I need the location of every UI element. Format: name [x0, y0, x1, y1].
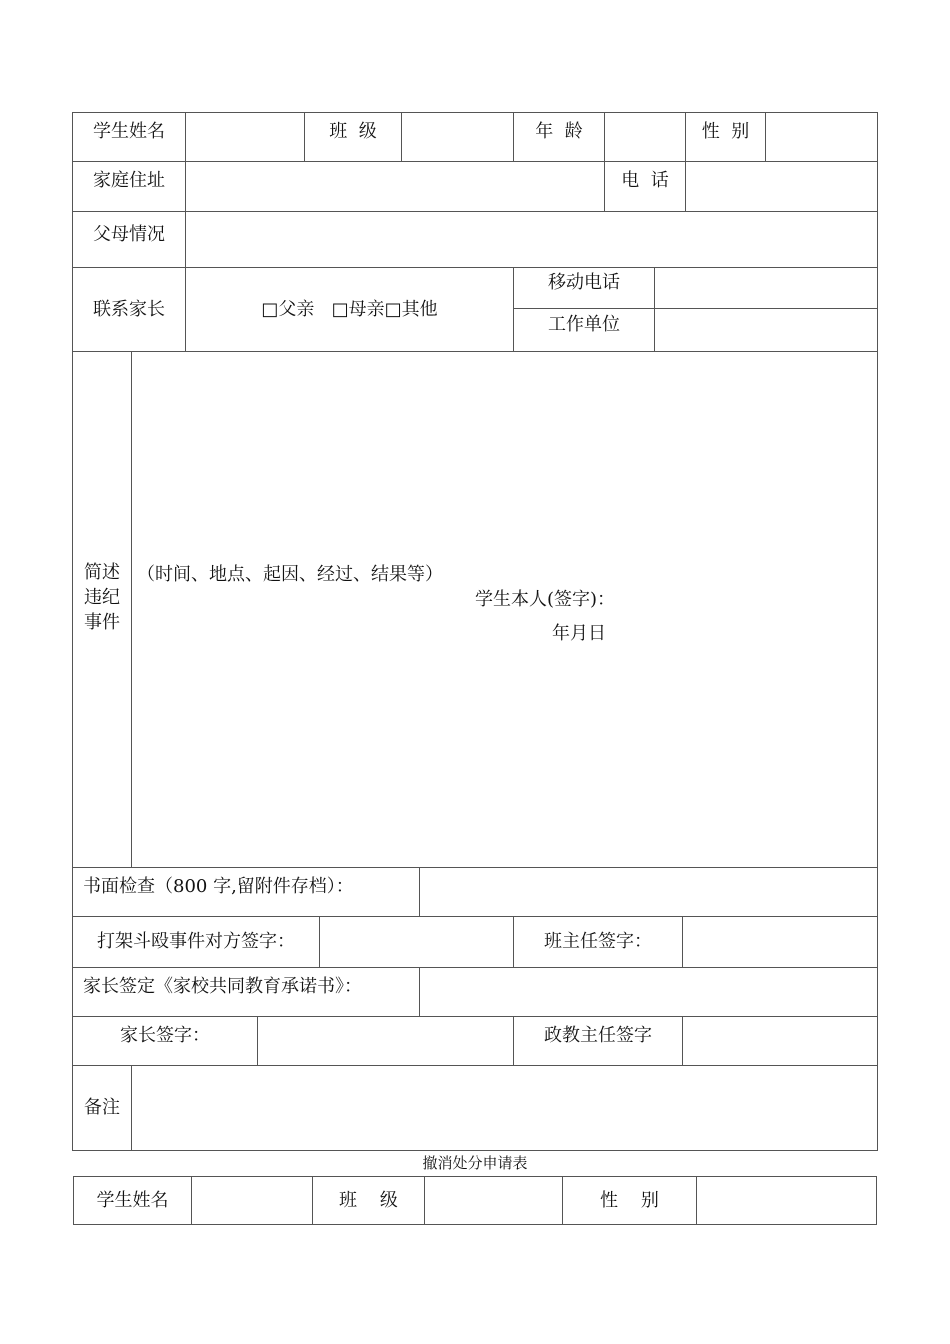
home-address-field[interactable] [186, 162, 604, 211]
age-field[interactable] [605, 113, 685, 161]
remarks-field[interactable] [132, 1066, 877, 1150]
written-check-label: 书面检查（800 字,留附件存档）： [83, 876, 354, 897]
revoke-class-label: 班 级 [339, 1189, 398, 1211]
political-director-sign-label: 政教主任签字 [544, 1025, 652, 1046]
age-label: 年 龄 [535, 120, 583, 142]
phone-field[interactable] [686, 162, 877, 211]
parent-commitment-field[interactable] [420, 968, 877, 1016]
revoke-form-title: 撤消处分申请表 [422, 1154, 528, 1172]
fight-other-sign-field[interactable] [320, 917, 513, 967]
incident-label [74, 560, 130, 635]
revoke-gender-label: 性 别 [600, 1189, 659, 1211]
parent-sign-label: 家长签字： [120, 1025, 210, 1046]
student-name-field[interactable] [186, 113, 304, 161]
head-teacher-sign-label: 班主任签字： [544, 931, 652, 952]
student-sign-label: 学生本人(签字)： [475, 589, 616, 610]
incident-hint: （时间、地点、起因、经过、结果等） [137, 564, 443, 585]
revoke-student-name-label: 学生姓名 [96, 1189, 169, 1211]
parents-info-label: 父母情况 [93, 223, 165, 245]
revoke-student-name-field[interactable] [192, 1177, 312, 1224]
revoke-class-field[interactable] [425, 1177, 562, 1224]
remarks-label: 备注 [84, 1097, 120, 1118]
work-unit-label: 工作单位 [548, 314, 620, 335]
parent-sign-field[interactable] [258, 1017, 513, 1065]
home-address-label: 家庭住址 [93, 170, 165, 191]
class-label: 班 级 [329, 120, 377, 142]
incident-label-line: 违纪 [84, 587, 120, 608]
mobile-phone-label: 移动电话 [548, 272, 620, 293]
rule [72, 351, 878, 352]
gender-field[interactable] [766, 113, 877, 161]
gender-label: 性 别 [701, 120, 750, 142]
political-director-sign-field[interactable] [683, 1017, 877, 1065]
contact-parent-options[interactable]: □父亲 □母亲□其他 [261, 298, 438, 320]
mobile-phone-field[interactable] [655, 268, 877, 308]
class-field[interactable] [402, 113, 513, 161]
incident-date: 年月日 [552, 623, 606, 644]
student-name-label: 学生姓名 [93, 120, 165, 142]
rule [131, 351, 132, 868]
parents-info-field[interactable] [186, 212, 877, 267]
parent-commitment-label: 家长签定《家校共同教育承诺书》： [83, 976, 362, 997]
contact-parent-label: 联系家长 [93, 298, 165, 320]
incident-label-line: 简述 [84, 562, 120, 583]
written-check-field[interactable] [420, 868, 877, 916]
rule [73, 1224, 877, 1225]
phone-label: 电 话 [621, 170, 669, 191]
incident-label-line: 事件 [84, 612, 120, 633]
head-teacher-sign-field[interactable] [683, 917, 877, 967]
revoke-gender-field[interactable] [697, 1177, 876, 1224]
work-unit-field[interactable] [655, 309, 877, 351]
border-bottom [72, 1150, 878, 1151]
fight-other-sign-label: 打架斗殴事件对方签字： [97, 931, 295, 952]
rule [876, 1176, 877, 1225]
